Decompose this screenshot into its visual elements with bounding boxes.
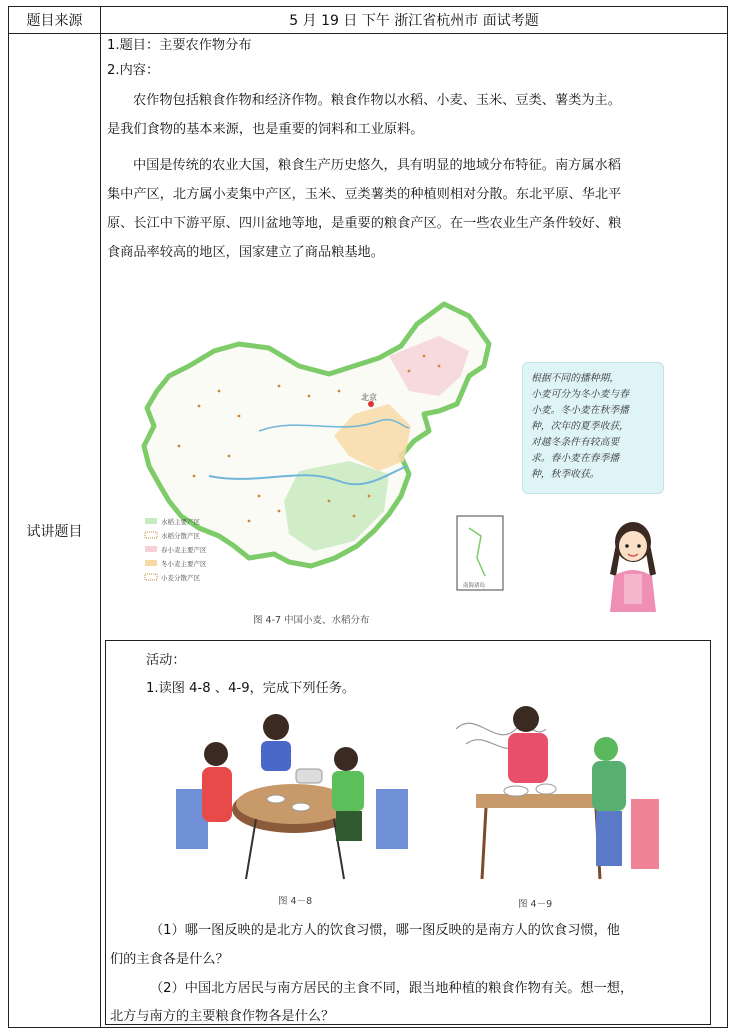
- paragraph-2-line: 原、长江中下游平原、四川盆地等地，是重要的粮食产区。在一些农业生产条件较好、粮: [107, 216, 622, 231]
- question-2-line: 北方与南方的主要粮食作物各是什么？: [110, 1009, 335, 1024]
- row-label-cell: [9, 34, 101, 1028]
- paragraph-1-line: 是我们食物的基本来源，也是重要的饲料和工业原料。: [107, 122, 424, 137]
- bubble-line: 种，秋季收获。: [531, 469, 600, 480]
- content-cell: [101, 34, 728, 1028]
- legend-entry: 冬小麦主要产区: [161, 560, 207, 568]
- legend-entry: 水稻分散产区: [161, 532, 200, 540]
- paragraph-2: [107, 151, 707, 267]
- question-1-line: 们的主食各是什么？: [110, 952, 229, 967]
- source-value-cell: [101, 7, 728, 34]
- legend-entry: 小麦分散产区: [161, 574, 200, 582]
- source-label: 题目来源: [26, 13, 83, 29]
- source-value: 5 月 19 日 下午 浙江省杭州市 面试考题: [289, 13, 539, 29]
- paragraph-1: [107, 86, 707, 144]
- legend-entry: 春小麦主要产区: [161, 546, 207, 554]
- row-label: 试讲题目: [26, 523, 83, 540]
- bubble-line: 对越冬条件有较高要: [531, 437, 620, 448]
- inset-label: 南海诸岛: [463, 583, 486, 589]
- bubble-text: [531, 371, 655, 483]
- content-area: [101, 34, 727, 1027]
- speech-bubble: [522, 362, 664, 494]
- question-1-line: （1）哪一图反映的是北方人的饮食习惯，哪一图反映的是南方人的饮食习惯，他: [150, 923, 620, 938]
- south-meal-illustration: [446, 699, 676, 889]
- fig1-caption: 图 4－8: [278, 896, 313, 907]
- activity-title: 活动：: [146, 653, 186, 668]
- south-china-sea-inset: [457, 516, 503, 590]
- bubble-line: 种，次年的夏季收获，: [531, 421, 629, 432]
- china-crop-map: [139, 296, 509, 596]
- paragraph-1-line: 农作物包括粮食作物和经济作物。粮食作物以水稻、小麦、玉米、豆类、薯类为主。: [133, 93, 621, 108]
- content-heading: 2.内容：: [107, 63, 160, 78]
- girl-illustration: [594, 514, 672, 614]
- beijing-label: 北京: [361, 393, 377, 402]
- fig2-caption: 图 4－9: [518, 899, 553, 910]
- paragraph-2-line: 食商品率较高的地区，国家建立了商品粮基地。: [107, 245, 384, 260]
- bubble-line: 求。春小麦在春季播: [531, 453, 620, 464]
- bubble-line: 小麦可分为冬小麦与春: [531, 389, 629, 400]
- legend-entry: 水稻主要产区: [161, 518, 200, 526]
- topic-line: 1.题目：主要农作物分布: [107, 38, 252, 53]
- north-meal-illustration: [166, 699, 416, 889]
- map-caption: 图 4-7 中国小麦、水稻分布: [253, 615, 370, 626]
- bubble-line: 小麦。冬小麦在秋季播: [531, 405, 629, 416]
- question-table: [8, 6, 728, 1028]
- bubble-line: 根据不同的播种期，: [531, 373, 620, 384]
- activity-instruction: 1.读图 4-8 、4-9，完成下列任务。: [146, 681, 356, 696]
- paragraph-2-line: 中国是传统的农业大国，粮食生产历史悠久，具有明显的地域分布特征。南方属水稻: [133, 158, 621, 173]
- activity-box: [105, 640, 711, 1025]
- question-2-line: （2）中国北方居民与南方居民的主食不同，跟当地种植的粮食作物有关。想一想，: [150, 981, 634, 996]
- source-label-cell: [9, 7, 101, 34]
- paragraph-2-line: 集中产区，北方属小麦集中产区，玉米、豆类薯类的种植则相对分散。东北平原、华北平: [107, 187, 622, 202]
